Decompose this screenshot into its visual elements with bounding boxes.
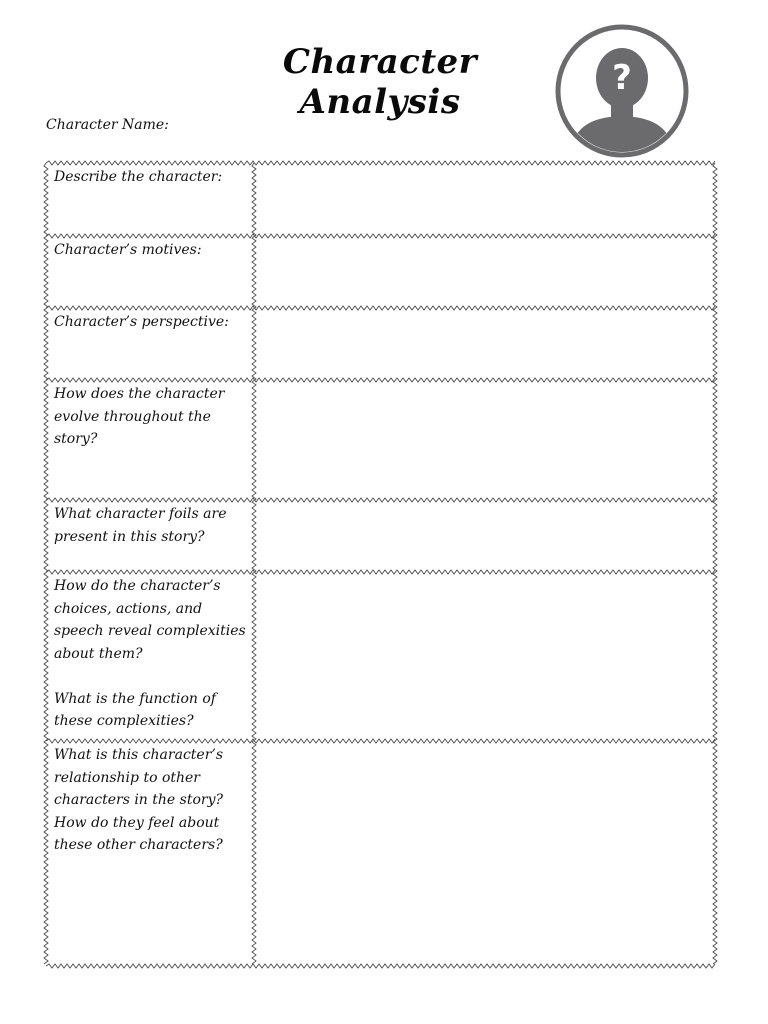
character-name-label: Character Name: <box>46 117 169 133</box>
page-title: Character Analysis <box>282 42 478 122</box>
row-question-label: What is this character’s relationship to other characters in the story? How do they feel about these other characters? <box>54 747 224 853</box>
person-question-icon <box>553 22 691 160</box>
table-row-divider <box>46 570 715 574</box>
table-row-divider <box>46 161 715 165</box>
table-row-divider <box>46 306 715 310</box>
table-column-divider <box>252 163 256 964</box>
row-question-label: How do the character’s choices, actions, and speech reveal complexities about them? What is the function of these complexities? <box>54 578 246 729</box>
svg-text:?: ? <box>612 58 632 98</box>
answer-cell[interactable] <box>258 384 710 496</box>
row-question-label: How does the character evolve throughout the story? <box>54 386 225 447</box>
row-question-label: Describe the character: <box>54 169 223 185</box>
row-question-label: What character foils are present in this story? <box>54 506 227 545</box>
row-question-label: Character’s perspective: <box>54 314 229 330</box>
table-row-divider <box>46 498 715 502</box>
answer-cell[interactable] <box>258 576 710 737</box>
row-question-label: Character’s motives: <box>54 242 202 258</box>
table-row-divider <box>46 964 715 968</box>
answer-cell[interactable] <box>258 745 710 962</box>
table-row-divider <box>46 739 715 743</box>
answer-cell[interactable] <box>258 240 710 304</box>
table-column-divider <box>713 163 717 964</box>
table-row-divider <box>46 234 715 238</box>
answer-cell[interactable] <box>258 312 710 376</box>
table-column-divider <box>44 163 48 964</box>
answer-cell[interactable] <box>258 167 710 232</box>
answer-cell[interactable] <box>258 504 710 568</box>
table-row-divider <box>46 378 715 382</box>
